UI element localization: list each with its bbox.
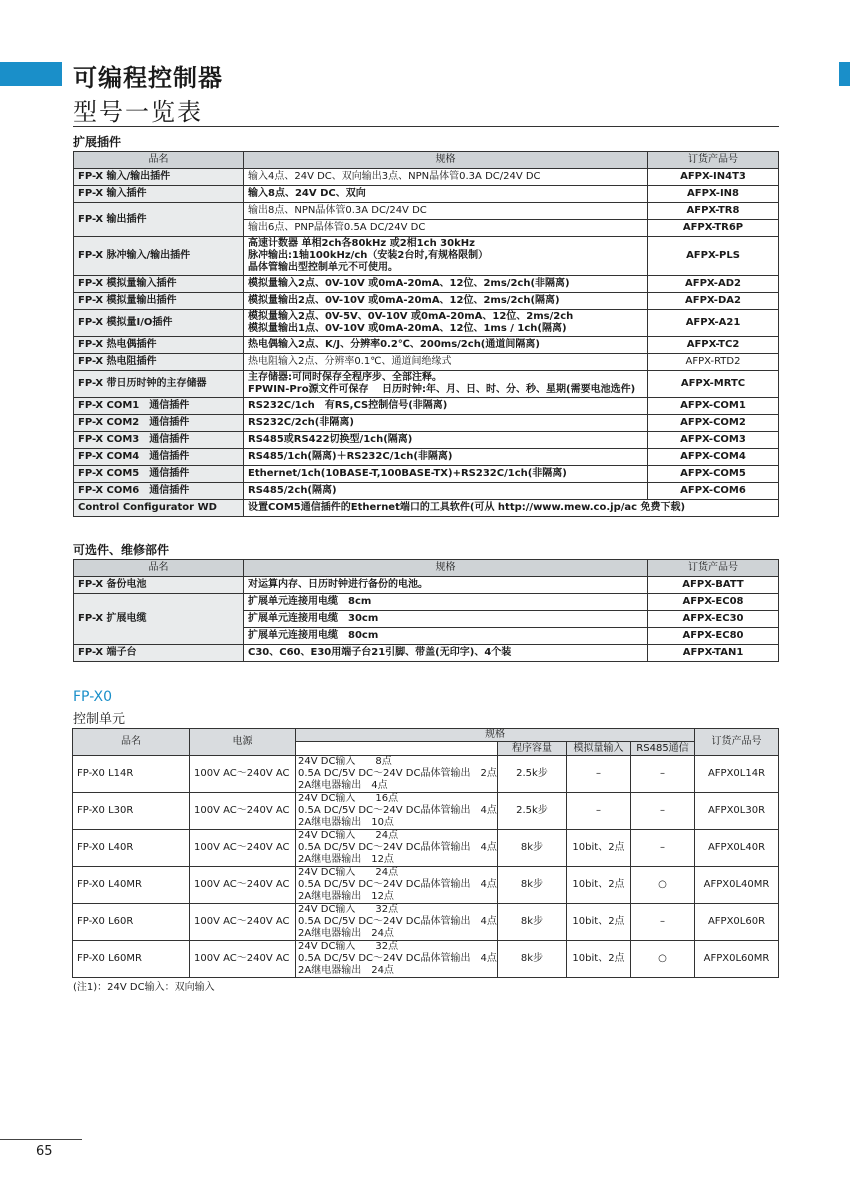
analog-input: – bbox=[567, 756, 631, 793]
power-cell: 100V AC～240V AC bbox=[190, 904, 296, 941]
order-code: AFPX-COM3 bbox=[648, 432, 779, 449]
order-code: AFPX-IN8 bbox=[648, 186, 779, 203]
order-code: AFPX-A21 bbox=[648, 310, 779, 337]
order-code: AFPX-EC08 bbox=[648, 594, 779, 611]
order-code: AFPX-MRTC bbox=[648, 371, 779, 398]
table-row bbox=[74, 432, 779, 449]
product-name: FP-X0 L14R bbox=[73, 756, 190, 793]
order-code: AFPX-BATT bbox=[648, 577, 779, 594]
io-line: 0.5A DC/5V DC～24V DC晶体管输出 4点 bbox=[298, 805, 497, 816]
spec-cell: 模拟量输入2点、0V-10V 或0mA-20mA、12位、2ms/2ch(非隔离) bbox=[244, 276, 648, 293]
spec-cell: C30、C60、E30用端子台21引脚、带盖(无印字)、4个装 bbox=[244, 645, 648, 662]
control-unit-table bbox=[72, 728, 779, 978]
header-accent-bar bbox=[0, 62, 62, 86]
power-cell: 100V AC～240V AC bbox=[190, 756, 296, 793]
table-row bbox=[74, 354, 779, 371]
order-code: AFPX-RTD2 bbox=[648, 354, 779, 371]
analog-input: 10bit、2点 bbox=[567, 904, 631, 941]
power-cell: 100V AC～240V AC bbox=[190, 793, 296, 830]
table-row bbox=[73, 830, 779, 867]
page-number: 65 bbox=[36, 1144, 53, 1159]
page-title: 可编程控制器 bbox=[73, 64, 223, 92]
io-line: 2A继电器输出 4点 bbox=[298, 780, 388, 791]
analog-input: – bbox=[567, 793, 631, 830]
io-line: 24V DC输入 16点 bbox=[298, 793, 399, 804]
spec-cell: 扩展单元连接用电缆 80cm bbox=[244, 628, 648, 645]
column-header-code: 订货产品号 bbox=[648, 152, 779, 169]
io-line: 24V DC输入 24点 bbox=[298, 867, 399, 878]
io-line: 2A继电器输出 12点 bbox=[298, 891, 394, 902]
table-row bbox=[74, 186, 779, 203]
table-row bbox=[74, 645, 779, 662]
order-code: AFPX0L40MR bbox=[695, 867, 779, 904]
table-header-row bbox=[74, 152, 779, 169]
table-row bbox=[74, 466, 779, 483]
io-line: 0.5A DC/5V DC～24V DC晶体管输出 4点 bbox=[298, 879, 497, 890]
spec-cell: RS232C/1ch 有RS,CS控制信号(非隔离) bbox=[244, 398, 648, 415]
column-header-program: 程序容量 bbox=[498, 742, 567, 756]
expansion-table bbox=[73, 151, 779, 517]
table-row bbox=[74, 483, 779, 500]
title-divider bbox=[73, 126, 779, 127]
table-row bbox=[74, 577, 779, 594]
table-row bbox=[74, 594, 779, 611]
spec-cell: RS485/1ch(隔离)＋RS232C/1ch(非隔离) bbox=[244, 449, 648, 466]
order-code: AFPX-EC80 bbox=[648, 628, 779, 645]
io-spec-cell bbox=[296, 793, 498, 830]
order-code: AFPX-COM2 bbox=[648, 415, 779, 432]
io-line: 24V DC输入 32点 bbox=[298, 904, 399, 915]
product-name: FP-X 脉冲输入/输出插件 bbox=[74, 237, 244, 276]
table-header-row bbox=[73, 729, 779, 742]
product-name: FP-X 备份电池 bbox=[74, 577, 244, 594]
table-row bbox=[73, 904, 779, 941]
table-row bbox=[73, 941, 779, 978]
spec-cell: 热电偶输入2点、K/J、分辨率0.2℃、200ms/2ch(通道间隔离) bbox=[244, 337, 648, 354]
product-name: FP-X 模拟量I/O插件 bbox=[74, 310, 244, 337]
spec-cell: Ethernet/1ch(10BASE-T,100BASE-TX)+RS232C/1ch(非隔离) bbox=[244, 466, 648, 483]
product-name: FP-X 输入/输出插件 bbox=[74, 169, 244, 186]
column-header-analog: 模拟量输入 bbox=[567, 742, 631, 756]
product-name: FP-X0 L30R bbox=[73, 793, 190, 830]
io-line: 2A继电器输出 24点 bbox=[298, 928, 394, 939]
product-name: FP-X COM2 通信插件 bbox=[74, 415, 244, 432]
product-name: Control Configurator WD bbox=[74, 500, 244, 517]
order-code: AFPX-DA2 bbox=[648, 293, 779, 310]
io-spec-cell bbox=[296, 830, 498, 867]
spec-cell: 设置COM5通信插件的Ethernet端口的工具软件(可从 http://www.mew.co.jp/ac 免费下载) bbox=[244, 500, 779, 517]
table-row bbox=[74, 169, 779, 186]
product-name: FP-X 输入插件 bbox=[74, 186, 244, 203]
product-name: FP-X COM5 通信插件 bbox=[74, 466, 244, 483]
io-line: 24V DC输入 32点 bbox=[298, 941, 399, 952]
spec-cell: 扩展单元连接用电缆 8cm bbox=[244, 594, 648, 611]
io-spec-cell bbox=[296, 904, 498, 941]
rs485-support: ○ bbox=[631, 867, 695, 904]
io-line: 2A继电器输出 24点 bbox=[298, 965, 394, 976]
io-line: 0.5A DC/5V DC～24V DC晶体管输出 4点 bbox=[298, 953, 497, 964]
footnote: (注1)：24V DC输入：双向输入 bbox=[73, 982, 215, 993]
order-code: AFPX-TC2 bbox=[648, 337, 779, 354]
table-row bbox=[73, 867, 779, 904]
section-title-expansion: 扩展插件 bbox=[73, 135, 122, 149]
column-header-rs485: RS485通信 bbox=[631, 742, 695, 756]
spec-cell: 对运算内存、日历时钟进行备份的电池。 bbox=[244, 577, 648, 594]
column-header-code: 订货产品号 bbox=[695, 729, 779, 756]
order-code: AFPX-TR8 bbox=[648, 203, 779, 220]
io-line: 2A继电器输出 10点 bbox=[298, 817, 394, 828]
table-header-row bbox=[74, 560, 779, 577]
product-name: FP-X0 L40R bbox=[73, 830, 190, 867]
column-header-name: 品名 bbox=[74, 560, 244, 577]
column-header-code: 订货产品号 bbox=[648, 560, 779, 577]
program-capacity: 2.5k步 bbox=[498, 756, 567, 793]
section-title-control-units: 控制单元 bbox=[73, 712, 126, 727]
power-cell: 100V AC～240V AC bbox=[190, 867, 296, 904]
spec-cell: 热电阻输入2点、分辨率0.1℃、通道间绝缘式 bbox=[244, 354, 648, 371]
program-capacity: 2.5k步 bbox=[498, 793, 567, 830]
rs485-support: – bbox=[631, 793, 695, 830]
order-code: AFPX-EC30 bbox=[648, 611, 779, 628]
product-name: FP-X COM1 通信插件 bbox=[74, 398, 244, 415]
table-row bbox=[74, 337, 779, 354]
spec-cell: 模拟量输入2点、0V-5V、0V-10V 或0mA-20mA、12位、2ms/2ch 模拟量输出1点、0V-10V 或0mA-20mA、12位、1ms / 1ch(隔离) bbox=[244, 310, 648, 337]
analog-input: 10bit、2点 bbox=[567, 941, 631, 978]
product-name: FP-X0 L60R bbox=[73, 904, 190, 941]
footer-divider bbox=[0, 1139, 82, 1140]
order-code: AFPX-COM1 bbox=[648, 398, 779, 415]
order-code: AFPX0L60MR bbox=[695, 941, 779, 978]
table-row bbox=[74, 398, 779, 415]
product-name: FP-X 热电偶插件 bbox=[74, 337, 244, 354]
power-cell: 100V AC～240V AC bbox=[190, 830, 296, 867]
spec-cell: 扩展单元连接用电缆 30cm bbox=[244, 611, 648, 628]
product-name: FP-X 模拟量输出插件 bbox=[74, 293, 244, 310]
column-header-spec: 规格 bbox=[244, 152, 648, 169]
spec-cell: 输入8点、24V DC、双向 bbox=[244, 186, 648, 203]
io-line: 24V DC输入 8点 bbox=[298, 756, 392, 767]
order-code: AFPX-COM4 bbox=[648, 449, 779, 466]
product-name: FP-X 带日历时钟的主存储器 bbox=[74, 371, 244, 398]
spec-cell: RS232C/2ch(非隔离) bbox=[244, 415, 648, 432]
table-row bbox=[73, 756, 779, 793]
table-row bbox=[74, 276, 779, 293]
spec-cell: 输出8点、NPN晶体管0.3A DC/24V DC bbox=[244, 203, 648, 220]
program-capacity: 8k步 bbox=[498, 904, 567, 941]
analog-input: 10bit、2点 bbox=[567, 830, 631, 867]
order-code: AFPX-COM6 bbox=[648, 483, 779, 500]
spec-cell: 主存储器:可同时保存全程序步、全部注释。 FPWIN-Pro源文件可保存 日历时钟:年、月、日、时、分、秒、星期(需要电池选件) bbox=[244, 371, 648, 398]
io-line: 0.5A DC/5V DC～24V DC晶体管输出 4点 bbox=[298, 842, 497, 853]
table-row bbox=[74, 449, 779, 466]
spec-cell: 输出6点、PNP晶体管0.5A DC/24V DC bbox=[244, 220, 648, 237]
io-spec-cell bbox=[296, 756, 498, 793]
order-code: AFPX-PLS bbox=[648, 237, 779, 276]
column-header-name: 品名 bbox=[74, 152, 244, 169]
order-code: AFPX-TR6P bbox=[648, 220, 779, 237]
series-heading: FP-X0 bbox=[73, 689, 113, 705]
table-row bbox=[74, 293, 779, 310]
program-capacity: 8k步 bbox=[498, 830, 567, 867]
order-code: AFPX0L30R bbox=[695, 793, 779, 830]
rs485-support: – bbox=[631, 830, 695, 867]
options-table bbox=[73, 559, 779, 662]
column-header-power: 电源 bbox=[190, 729, 296, 756]
product-name: FP-X 模拟量输入插件 bbox=[74, 276, 244, 293]
io-spec-cell bbox=[296, 867, 498, 904]
product-name: FP-X COM4 通信插件 bbox=[74, 449, 244, 466]
product-name: FP-X 输出插件 bbox=[74, 203, 244, 237]
column-header-name: 品名 bbox=[73, 729, 190, 756]
io-line: 24V DC输入 24点 bbox=[298, 830, 399, 841]
program-capacity: 8k步 bbox=[498, 941, 567, 978]
order-code: AFPX-AD2 bbox=[648, 276, 779, 293]
column-header-spec: 规格 bbox=[296, 729, 695, 742]
order-code: AFPX0L40R bbox=[695, 830, 779, 867]
spec-cell: 输入4点、24V DC、双向输出3点、NPN晶体管0.3A DC/24V DC bbox=[244, 169, 648, 186]
analog-input: 10bit、2点 bbox=[567, 867, 631, 904]
table-row bbox=[74, 203, 779, 220]
table-row bbox=[73, 793, 779, 830]
rs485-support: – bbox=[631, 904, 695, 941]
spec-cell: RS485/2ch(隔离) bbox=[244, 483, 648, 500]
order-code: AFPX-TAN1 bbox=[648, 645, 779, 662]
product-name: FP-X 端子台 bbox=[74, 645, 244, 662]
order-code: AFPX-IN4T3 bbox=[648, 169, 779, 186]
spec-cell: 模拟量输出2点、0V-10V 或0mA-20mA、12位、2ms/2ch(隔离) bbox=[244, 293, 648, 310]
table-row bbox=[74, 371, 779, 398]
io-line: 2A继电器输出 12点 bbox=[298, 854, 394, 865]
rs485-support: ○ bbox=[631, 941, 695, 978]
table-row bbox=[74, 310, 779, 337]
product-name: FP-X COM3 通信插件 bbox=[74, 432, 244, 449]
header-accent-tab bbox=[839, 62, 850, 86]
order-code: AFPX0L14R bbox=[695, 756, 779, 793]
table-row bbox=[74, 237, 779, 276]
column-header-io-blank bbox=[296, 742, 498, 756]
column-header-spec: 规格 bbox=[244, 560, 648, 577]
spec-cell: RS485或RS422切换型/1ch(隔离) bbox=[244, 432, 648, 449]
product-name: FP-X 热电阻插件 bbox=[74, 354, 244, 371]
power-cell: 100V AC～240V AC bbox=[190, 941, 296, 978]
table-row bbox=[74, 500, 779, 517]
order-code: AFPX0L60R bbox=[695, 904, 779, 941]
product-name: FP-X0 L40MR bbox=[73, 867, 190, 904]
rs485-support: – bbox=[631, 756, 695, 793]
program-capacity: 8k步 bbox=[498, 867, 567, 904]
page-subtitle: 型号一览表 bbox=[73, 98, 203, 126]
io-spec-cell bbox=[296, 941, 498, 978]
io-line: 0.5A DC/5V DC～24V DC晶体管输出 4点 bbox=[298, 916, 497, 927]
product-name: FP-X COM6 通信插件 bbox=[74, 483, 244, 500]
product-name: FP-X 扩展电缆 bbox=[74, 594, 244, 645]
table-row bbox=[74, 415, 779, 432]
io-line: 0.5A DC/5V DC～24V DC晶体管输出 2点 bbox=[298, 768, 497, 779]
product-name: FP-X0 L60MR bbox=[73, 941, 190, 978]
order-code: AFPX-COM5 bbox=[648, 466, 779, 483]
spec-cell: 高速计数器 单相2ch各80kHz 或2相1ch 30kHz 脉冲输出:1轴100kHz/ch（安装2台时,有规格限制） 晶体管输出型控制单元不可使用。 bbox=[244, 237, 648, 276]
section-title-options: 可选件、维修部件 bbox=[73, 543, 170, 557]
